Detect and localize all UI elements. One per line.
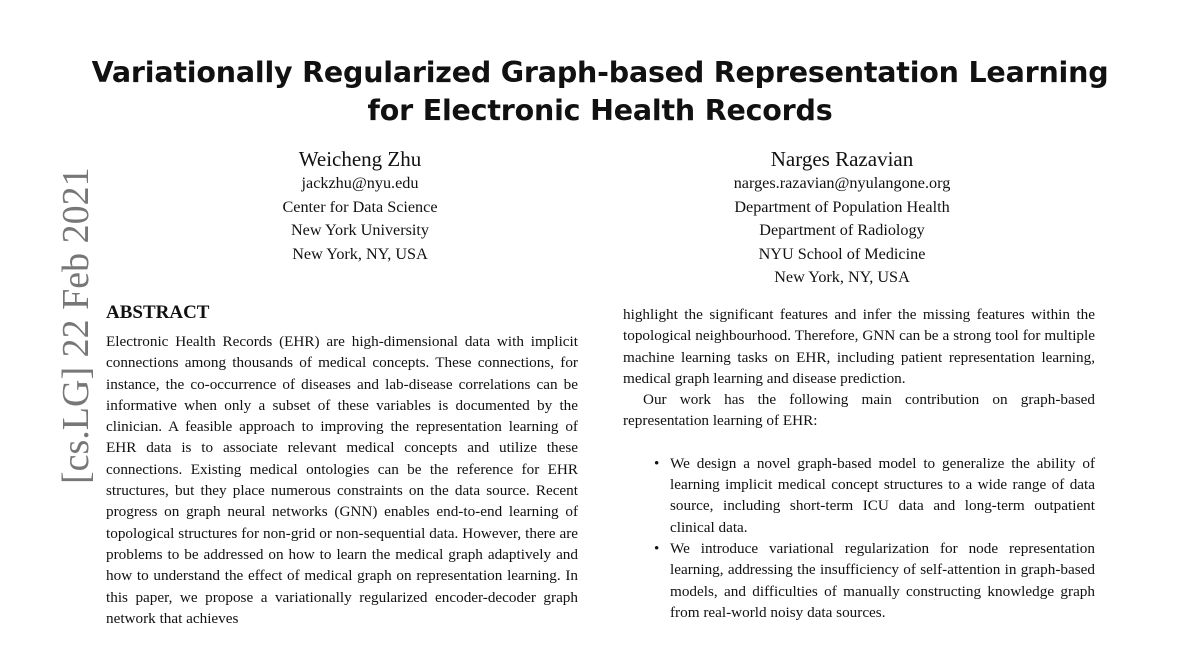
author-block-2 <box>642 146 1042 290</box>
author-affiliation: New York University <box>290 221 430 239</box>
author-affiliation: Department of Population Health <box>734 197 950 216</box>
abstract-heading: ABSTRACT <box>106 302 210 323</box>
list-item: • We introduce variational regularization for node representation learning, addressing the insufficiency of self-attention in graph-based models, and difficulties of manually constructing knowledge graph from real-world noisy data sources. <box>623 538 1095 623</box>
author-affiliation: Department of Radiology <box>759 221 925 239</box>
body-paragraph: Our work has the following main contribution on graph-based representation learning of EHR: <box>623 391 1095 430</box>
author-email[interactable]: narges.razavian@nyulangone.org <box>733 174 951 192</box>
abstract-text: Electronic Health Records (EHR) are high-dimensional data with implicit connections among thousands of medical concepts. These connections, for instance, the co-occurrence of diseases and lab-disease correlations can be informative when only a subset of these variables is documented by the clinician. A feasible approach to improving the representation learning of EHR data is to associate relevant medical concepts and utilize these connections. Existing medical ontologies can be the reference for EHR structures, but they place numerous constraints on the data source. Recent progress on graph neural networks (GNN) enables end-to-end learning of topological structures for non-grid or non-sequential data. However, there are problems to be addressed on how to learn the medical graph adaptively and how to understand the effect of medical graph on representation learning. In this paper, we propose a variationally regularized encoder-decoder graph network that achieves <box>106 333 578 627</box>
abstract-column <box>106 331 578 648</box>
author-email[interactable]: jackzhu@nyu.edu <box>301 174 419 192</box>
arxiv-stamp: [cs.LG] 22 Feb 2021 <box>55 167 97 484</box>
author-name: Weicheng Zhu <box>298 147 422 171</box>
body-paragraph: highlight the significant features and infer the missing features within the topological neighbourhood. Therefore, GNN can be a strong tool for multiple machine learning tasks on EHR, including patient representation learning, medical graph learning and disease prediction. <box>623 306 1095 387</box>
author-block-1 <box>160 146 560 266</box>
right-column <box>623 304 1095 623</box>
contribution-list <box>623 453 1095 623</box>
author-affiliation: Center for Data Science <box>282 197 438 216</box>
list-item: • We design a novel graph-based model to generalize the ability of learning implicit medical concept structures to a wide range of data source, including short-term ICU data and long-term outpatient clinical data. <box>623 453 1095 538</box>
paper-title <box>60 54 1140 130</box>
author-location: New York, NY, USA <box>774 268 910 286</box>
title-line-1: Variationally Regularized Graph-based Representation Learning <box>91 56 1109 89</box>
title-line-2: for Electronic Health Records <box>367 94 833 127</box>
author-location: New York, NY, USA <box>292 244 428 263</box>
author-affiliation: NYU School of Medicine <box>758 244 926 263</box>
author-name: Narges Razavian <box>770 147 914 171</box>
